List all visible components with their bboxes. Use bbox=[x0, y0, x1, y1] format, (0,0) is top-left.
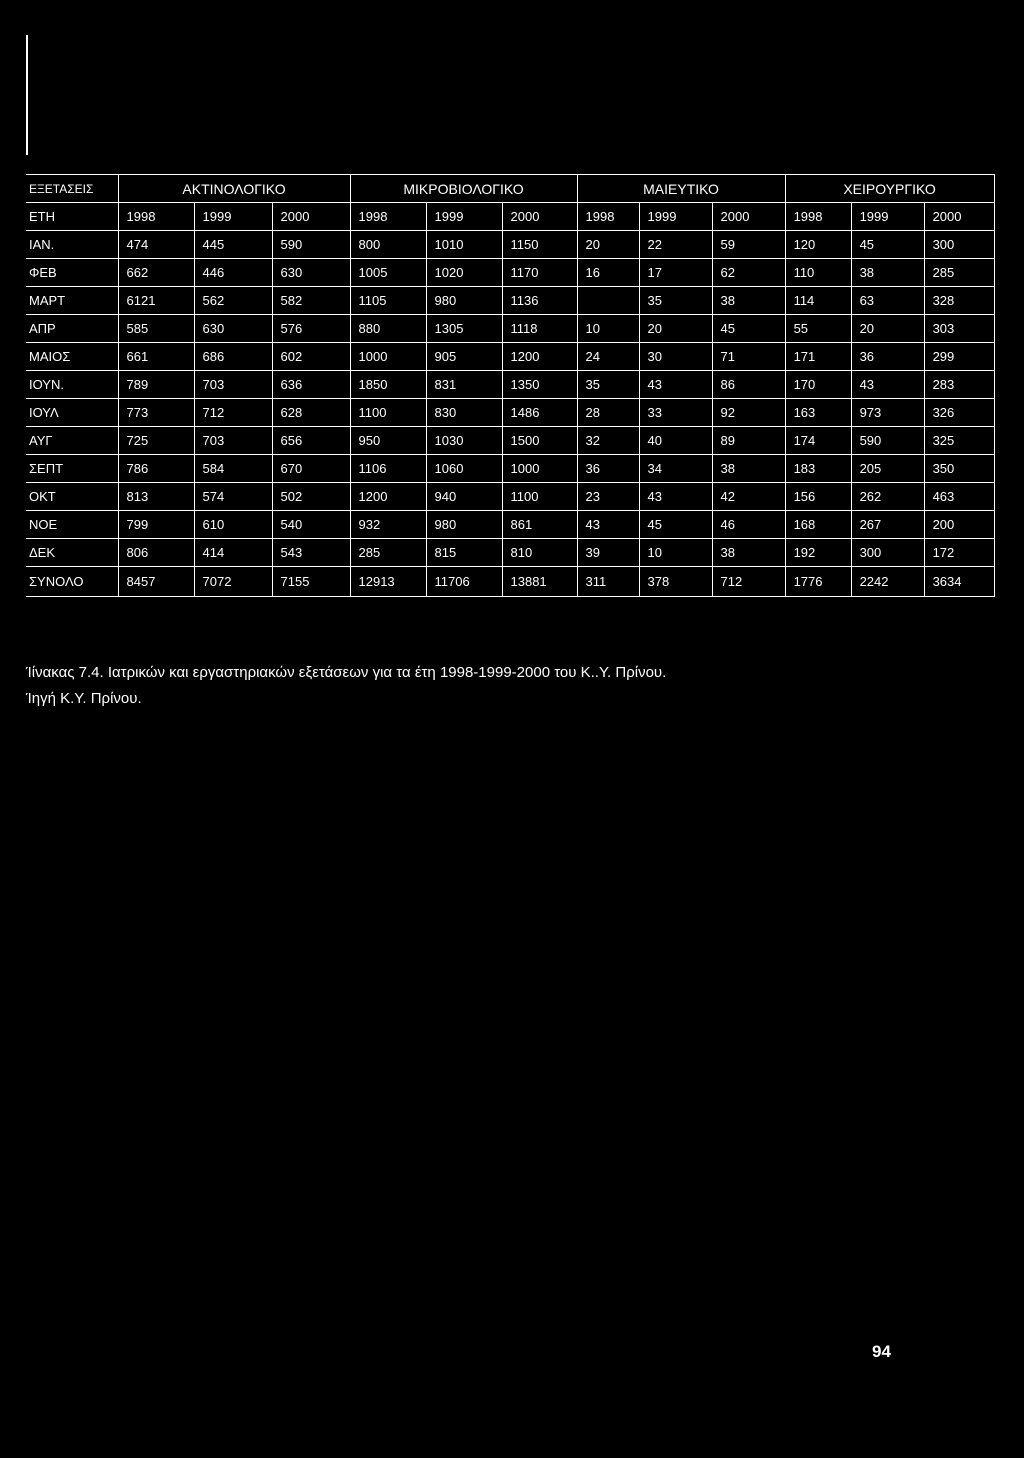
table-cell: 36 bbox=[851, 343, 924, 371]
table-cell: 62 bbox=[712, 259, 785, 287]
table-row bbox=[26, 231, 994, 259]
table-cell: 7155 bbox=[272, 567, 350, 597]
table-cell: 43 bbox=[851, 371, 924, 399]
row-label: ΣΕΠΤ bbox=[26, 455, 118, 483]
table-cell: 39 bbox=[577, 539, 639, 567]
table-cell: 63 bbox=[851, 287, 924, 315]
table-cell: 880 bbox=[350, 315, 426, 343]
table-cell: 3634 bbox=[924, 567, 994, 597]
table-cell: 1118 bbox=[502, 315, 577, 343]
table-cell: 8457 bbox=[118, 567, 194, 597]
table-cell: 114 bbox=[785, 287, 851, 315]
table-cell: 1200 bbox=[502, 343, 577, 371]
table-cell: 38 bbox=[712, 539, 785, 567]
table-cell: 686 bbox=[194, 343, 272, 371]
table-cell: 830 bbox=[426, 399, 502, 427]
table-cell: 1999 bbox=[194, 203, 272, 231]
table-cell: 1999 bbox=[639, 203, 712, 231]
table-cell: 1136 bbox=[502, 287, 577, 315]
row-label: ΝΟΕ bbox=[26, 511, 118, 539]
table-cell: 283 bbox=[924, 371, 994, 399]
table-cell: 205 bbox=[851, 455, 924, 483]
table-cell: 628 bbox=[272, 399, 350, 427]
table-cell: 45 bbox=[851, 231, 924, 259]
table-cell: 1850 bbox=[350, 371, 426, 399]
table-cell: 1005 bbox=[350, 259, 426, 287]
table-cell: 16 bbox=[577, 259, 639, 287]
table-cell: 2242 bbox=[851, 567, 924, 597]
table-row bbox=[26, 343, 994, 371]
table-cell: 163 bbox=[785, 399, 851, 427]
table-cell: 1200 bbox=[350, 483, 426, 511]
table-cell: 2000 bbox=[272, 203, 350, 231]
table-cell: 45 bbox=[712, 315, 785, 343]
table-row bbox=[26, 511, 994, 539]
table-cell: 71 bbox=[712, 343, 785, 371]
table-cell: 813 bbox=[118, 483, 194, 511]
table-cell: 168 bbox=[785, 511, 851, 539]
table-cell: 200 bbox=[924, 511, 994, 539]
table-cell: 23 bbox=[577, 483, 639, 511]
row-label: ΙΟΥΝ. bbox=[26, 371, 118, 399]
table-cell: 120 bbox=[785, 231, 851, 259]
table-cell: 325 bbox=[924, 427, 994, 455]
table-cell: 940 bbox=[426, 483, 502, 511]
table-cell: 2000 bbox=[712, 203, 785, 231]
table-cell: 43 bbox=[639, 483, 712, 511]
table-cell: 445 bbox=[194, 231, 272, 259]
table-cell: 183 bbox=[785, 455, 851, 483]
row-label: ΙΑΝ. bbox=[26, 231, 118, 259]
page-number: 94 bbox=[872, 1342, 891, 1361]
table-cell: 285 bbox=[924, 259, 994, 287]
table-cell: 38 bbox=[712, 455, 785, 483]
table-cell: 463 bbox=[924, 483, 994, 511]
table-cell: 1105 bbox=[350, 287, 426, 315]
table-cell: 636 bbox=[272, 371, 350, 399]
table-cell: 861 bbox=[502, 511, 577, 539]
table-cell: 950 bbox=[350, 427, 426, 455]
table-cell: 602 bbox=[272, 343, 350, 371]
table-cell: 1486 bbox=[502, 399, 577, 427]
table-cell: 973 bbox=[851, 399, 924, 427]
row-label: ΑΠΡ bbox=[26, 315, 118, 343]
table-cell: 562 bbox=[194, 287, 272, 315]
table-cell bbox=[577, 287, 639, 315]
table-cell: 2000 bbox=[924, 203, 994, 231]
table-cell: 28 bbox=[577, 399, 639, 427]
table-cell: 670 bbox=[272, 455, 350, 483]
table-cell: 1998 bbox=[350, 203, 426, 231]
table-cell: 350 bbox=[924, 455, 994, 483]
group-header-obstetrics: ΜΑΙΕΥΤΙΚΟ bbox=[577, 175, 785, 203]
caption-source: Ίηγή Κ.Υ. Πρίνου. bbox=[26, 690, 142, 707]
table-cell: 831 bbox=[426, 371, 502, 399]
table-cell: 1000 bbox=[350, 343, 426, 371]
table-cell: 92 bbox=[712, 399, 785, 427]
table-cell: 40 bbox=[639, 427, 712, 455]
table-cell: 7072 bbox=[194, 567, 272, 597]
table-cell: 980 bbox=[426, 287, 502, 315]
table-cell: 11706 bbox=[426, 567, 502, 597]
table-cell: 55 bbox=[785, 315, 851, 343]
table-cell: 42 bbox=[712, 483, 785, 511]
table-cell: 1998 bbox=[118, 203, 194, 231]
table-cell: 10 bbox=[577, 315, 639, 343]
table-cell: 2000 bbox=[502, 203, 577, 231]
table-cell: 20 bbox=[577, 231, 639, 259]
table-cell: 311 bbox=[577, 567, 639, 597]
table-cell: 661 bbox=[118, 343, 194, 371]
table-row bbox=[26, 371, 994, 399]
table-cell: 38 bbox=[712, 287, 785, 315]
table-cell: 806 bbox=[118, 539, 194, 567]
row-label: ΑΥΓ bbox=[26, 427, 118, 455]
exams-table bbox=[26, 174, 995, 597]
table-row bbox=[26, 567, 994, 597]
table-cell: 43 bbox=[639, 371, 712, 399]
table-cell: 1106 bbox=[350, 455, 426, 483]
table-cell: 156 bbox=[785, 483, 851, 511]
table-cell: 1999 bbox=[851, 203, 924, 231]
table-cell: 474 bbox=[118, 231, 194, 259]
table-cell: 703 bbox=[194, 427, 272, 455]
table-cell: 36 bbox=[577, 455, 639, 483]
table-cell: 303 bbox=[924, 315, 994, 343]
table-cell: 262 bbox=[851, 483, 924, 511]
table-cell: 1350 bbox=[502, 371, 577, 399]
table-cell: 20 bbox=[851, 315, 924, 343]
table-cell: 172 bbox=[924, 539, 994, 567]
table-cell: 1170 bbox=[502, 259, 577, 287]
table-cell: 810 bbox=[502, 539, 577, 567]
table-cell: 574 bbox=[194, 483, 272, 511]
table-cell: 786 bbox=[118, 455, 194, 483]
row-label: ΜΑΙΟΣ bbox=[26, 343, 118, 371]
table-cell: 656 bbox=[272, 427, 350, 455]
table-cell: 30 bbox=[639, 343, 712, 371]
table-cell: 328 bbox=[924, 287, 994, 315]
table-cell: 1030 bbox=[426, 427, 502, 455]
table-cell: 905 bbox=[426, 343, 502, 371]
table-cell: 38 bbox=[851, 259, 924, 287]
table-cell: 773 bbox=[118, 399, 194, 427]
table-cell: 299 bbox=[924, 343, 994, 371]
table-header-row bbox=[26, 175, 994, 203]
table-cell: 630 bbox=[272, 259, 350, 287]
table-cell: 543 bbox=[272, 539, 350, 567]
table-cell: 86 bbox=[712, 371, 785, 399]
table-cell: 46 bbox=[712, 511, 785, 539]
table-row bbox=[26, 427, 994, 455]
table-cell: 610 bbox=[194, 511, 272, 539]
table-cell: 35 bbox=[577, 371, 639, 399]
table-cell: 378 bbox=[639, 567, 712, 597]
margin-rule bbox=[26, 35, 28, 155]
table-cell: 980 bbox=[426, 511, 502, 539]
table-cell: 1500 bbox=[502, 427, 577, 455]
table-cell: 22 bbox=[639, 231, 712, 259]
table-cell: 1305 bbox=[426, 315, 502, 343]
table-cell: 800 bbox=[350, 231, 426, 259]
table-caption bbox=[26, 660, 666, 712]
table-row bbox=[26, 315, 994, 343]
table-cell: 24 bbox=[577, 343, 639, 371]
table-cell: 585 bbox=[118, 315, 194, 343]
table-row bbox=[26, 399, 994, 427]
table-cell: 33 bbox=[639, 399, 712, 427]
table-cell: 502 bbox=[272, 483, 350, 511]
table-cell: 582 bbox=[272, 287, 350, 315]
table-cell: 285 bbox=[350, 539, 426, 567]
table-cell: 34 bbox=[639, 455, 712, 483]
table-cell: 725 bbox=[118, 427, 194, 455]
row-label: ΦΕΒ bbox=[26, 259, 118, 287]
row-label: ΔΕΚ bbox=[26, 539, 118, 567]
row-label: ΣΥΝΟΛΟ bbox=[26, 567, 118, 597]
table-cell: 712 bbox=[712, 567, 785, 597]
table-cell: 192 bbox=[785, 539, 851, 567]
table-cell: 1020 bbox=[426, 259, 502, 287]
table-cell: 1000 bbox=[502, 455, 577, 483]
table-cell: 17 bbox=[639, 259, 712, 287]
table-cell: 1150 bbox=[502, 231, 577, 259]
table-cell: 32 bbox=[577, 427, 639, 455]
table-cell: 1010 bbox=[426, 231, 502, 259]
row-label: ΜΑΡΤ bbox=[26, 287, 118, 315]
table-row bbox=[26, 539, 994, 567]
table-cell: 326 bbox=[924, 399, 994, 427]
table-cell: 300 bbox=[924, 231, 994, 259]
table-cell: 170 bbox=[785, 371, 851, 399]
table-cell: 703 bbox=[194, 371, 272, 399]
table-cell: 35 bbox=[639, 287, 712, 315]
table-cell: 1060 bbox=[426, 455, 502, 483]
table-row bbox=[26, 483, 994, 511]
table-cell: 1998 bbox=[577, 203, 639, 231]
group-header-microbiology: ΜΙΚΡΟΒΙΟΛΟΓΙΚΟ bbox=[350, 175, 577, 203]
table-cell: 45 bbox=[639, 511, 712, 539]
table-row bbox=[26, 259, 994, 287]
table-cell: 414 bbox=[194, 539, 272, 567]
caption-title: Ίίνακας 7.4. Ιατρικών και εργαστηριακών εξετάσεων για τα έτη 1998-1999-2000 του Κ..Υ. Πρίνου. bbox=[26, 664, 667, 681]
group-header-surgery: ΧΕΙΡΟΥΡΓΙΚΟ bbox=[785, 175, 994, 203]
table-cell: 110 bbox=[785, 259, 851, 287]
row-label: ΙΟΥΛ bbox=[26, 399, 118, 427]
table-row bbox=[26, 287, 994, 315]
header-label: ΕΞΕΤΑΣΕΙΣ bbox=[26, 175, 118, 203]
table-body bbox=[26, 175, 994, 597]
table-cell: 789 bbox=[118, 371, 194, 399]
table-cell: 1100 bbox=[502, 483, 577, 511]
table-cell: 43 bbox=[577, 511, 639, 539]
table-cell: 590 bbox=[272, 231, 350, 259]
table-cell: 712 bbox=[194, 399, 272, 427]
table-cell: 1999 bbox=[426, 203, 502, 231]
table-cell: 1998 bbox=[785, 203, 851, 231]
table-cell: 815 bbox=[426, 539, 502, 567]
table-cell: 590 bbox=[851, 427, 924, 455]
table-cell: 20 bbox=[639, 315, 712, 343]
table-cell: 13881 bbox=[502, 567, 577, 597]
table-cell: 584 bbox=[194, 455, 272, 483]
table-cell: 630 bbox=[194, 315, 272, 343]
table-cell: 89 bbox=[712, 427, 785, 455]
row-label: ΟΚΤ bbox=[26, 483, 118, 511]
table-cell: 300 bbox=[851, 539, 924, 567]
group-header-radiology: ΑΚΤΙΝΟΛΟΓΙΚΟ bbox=[118, 175, 350, 203]
table-cell: 446 bbox=[194, 259, 272, 287]
row-label: ΕΤΗ bbox=[26, 203, 118, 231]
table-cell: 6121 bbox=[118, 287, 194, 315]
table-cell: 540 bbox=[272, 511, 350, 539]
table-cell: 576 bbox=[272, 315, 350, 343]
table-cell: 10 bbox=[639, 539, 712, 567]
table-cell: 12913 bbox=[350, 567, 426, 597]
table-row bbox=[26, 203, 994, 231]
table-cell: 932 bbox=[350, 511, 426, 539]
table-cell: 1776 bbox=[785, 567, 851, 597]
table-cell: 662 bbox=[118, 259, 194, 287]
table-row bbox=[26, 455, 994, 483]
table-cell: 171 bbox=[785, 343, 851, 371]
table-cell: 59 bbox=[712, 231, 785, 259]
table-cell: 1100 bbox=[350, 399, 426, 427]
table-cell: 799 bbox=[118, 511, 194, 539]
table-cell: 267 bbox=[851, 511, 924, 539]
table-cell: 174 bbox=[785, 427, 851, 455]
